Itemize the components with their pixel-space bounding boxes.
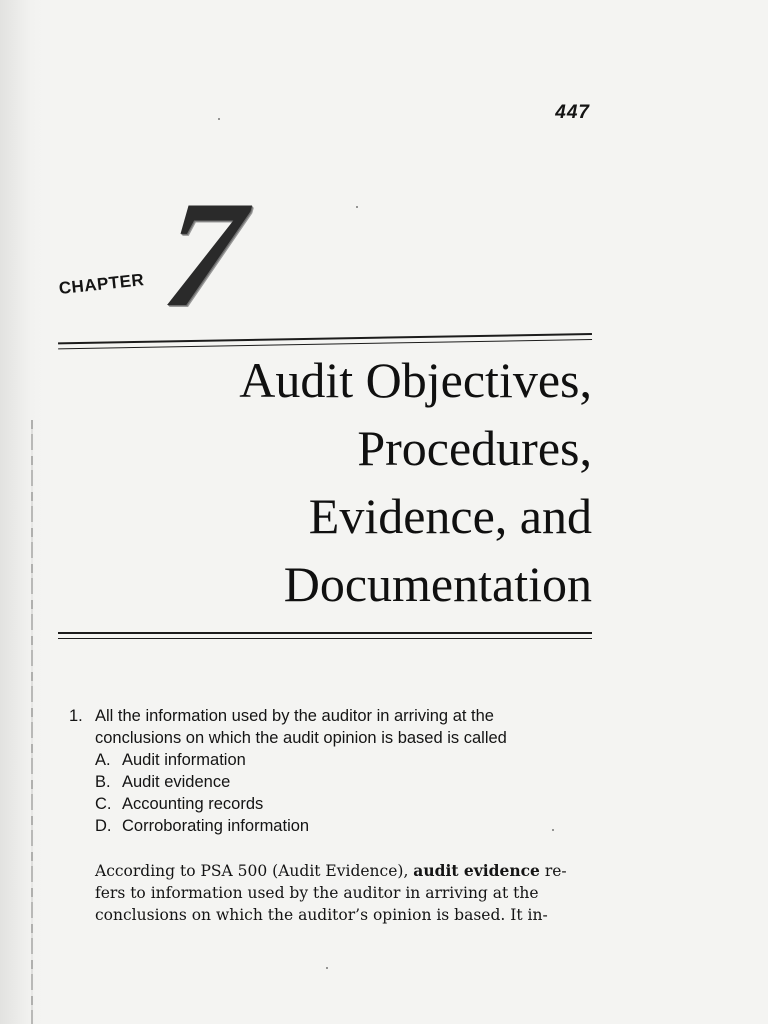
question-text xyxy=(95,705,599,749)
option-letter: D. xyxy=(95,817,112,835)
option-text: Accounting records xyxy=(122,795,264,813)
option-letter: B. xyxy=(95,773,111,791)
option-letter: A. xyxy=(95,751,111,769)
explanation-text: re- xyxy=(539,862,567,880)
title-line: Evidence, and xyxy=(308,488,592,544)
key-term: audit evidence xyxy=(413,861,540,880)
option-letter: C. xyxy=(95,795,112,813)
title-line: Procedures, xyxy=(357,420,592,476)
explanation-text: According to PSA 500 (Audit Evidence), xyxy=(95,862,414,880)
option-d xyxy=(95,815,599,837)
scan-speck xyxy=(326,967,328,969)
title-line: Documentation xyxy=(283,556,592,612)
scan-speck xyxy=(356,206,358,208)
explanation-line: conclusions on which the auditor’s opinion is based. It in- xyxy=(95,906,548,924)
question-line: All the information used by the auditor in arriving at the xyxy=(95,707,494,725)
question-stem xyxy=(69,705,599,749)
option-text: Audit evidence xyxy=(122,773,231,791)
title-line: Audit Objectives, xyxy=(239,352,592,408)
question-number: 1. xyxy=(69,707,83,725)
question-block xyxy=(69,705,599,837)
explanation-line xyxy=(95,860,595,882)
page-number: 447 xyxy=(555,102,590,123)
chapter-label: CHAPTER xyxy=(57,270,146,299)
question-line: conclusions on which the audit opinion is based is called xyxy=(95,729,507,747)
option-a xyxy=(95,749,599,771)
option-b xyxy=(95,771,599,793)
chapter-title xyxy=(72,346,592,618)
option-c xyxy=(95,793,599,815)
chapter-number: 7 xyxy=(157,170,251,338)
option-text: Corroborating information xyxy=(122,817,310,835)
option-text: Audit information xyxy=(122,751,246,769)
page-spine-shadow xyxy=(0,0,44,1024)
scan-speck xyxy=(552,829,554,831)
scan-speck xyxy=(218,118,220,120)
explanation-line: fers to information used by the auditor in arriving at the xyxy=(95,884,539,902)
answer-explanation xyxy=(95,860,595,926)
binding-edge xyxy=(31,420,33,1024)
title-rule-bottom xyxy=(58,632,592,639)
